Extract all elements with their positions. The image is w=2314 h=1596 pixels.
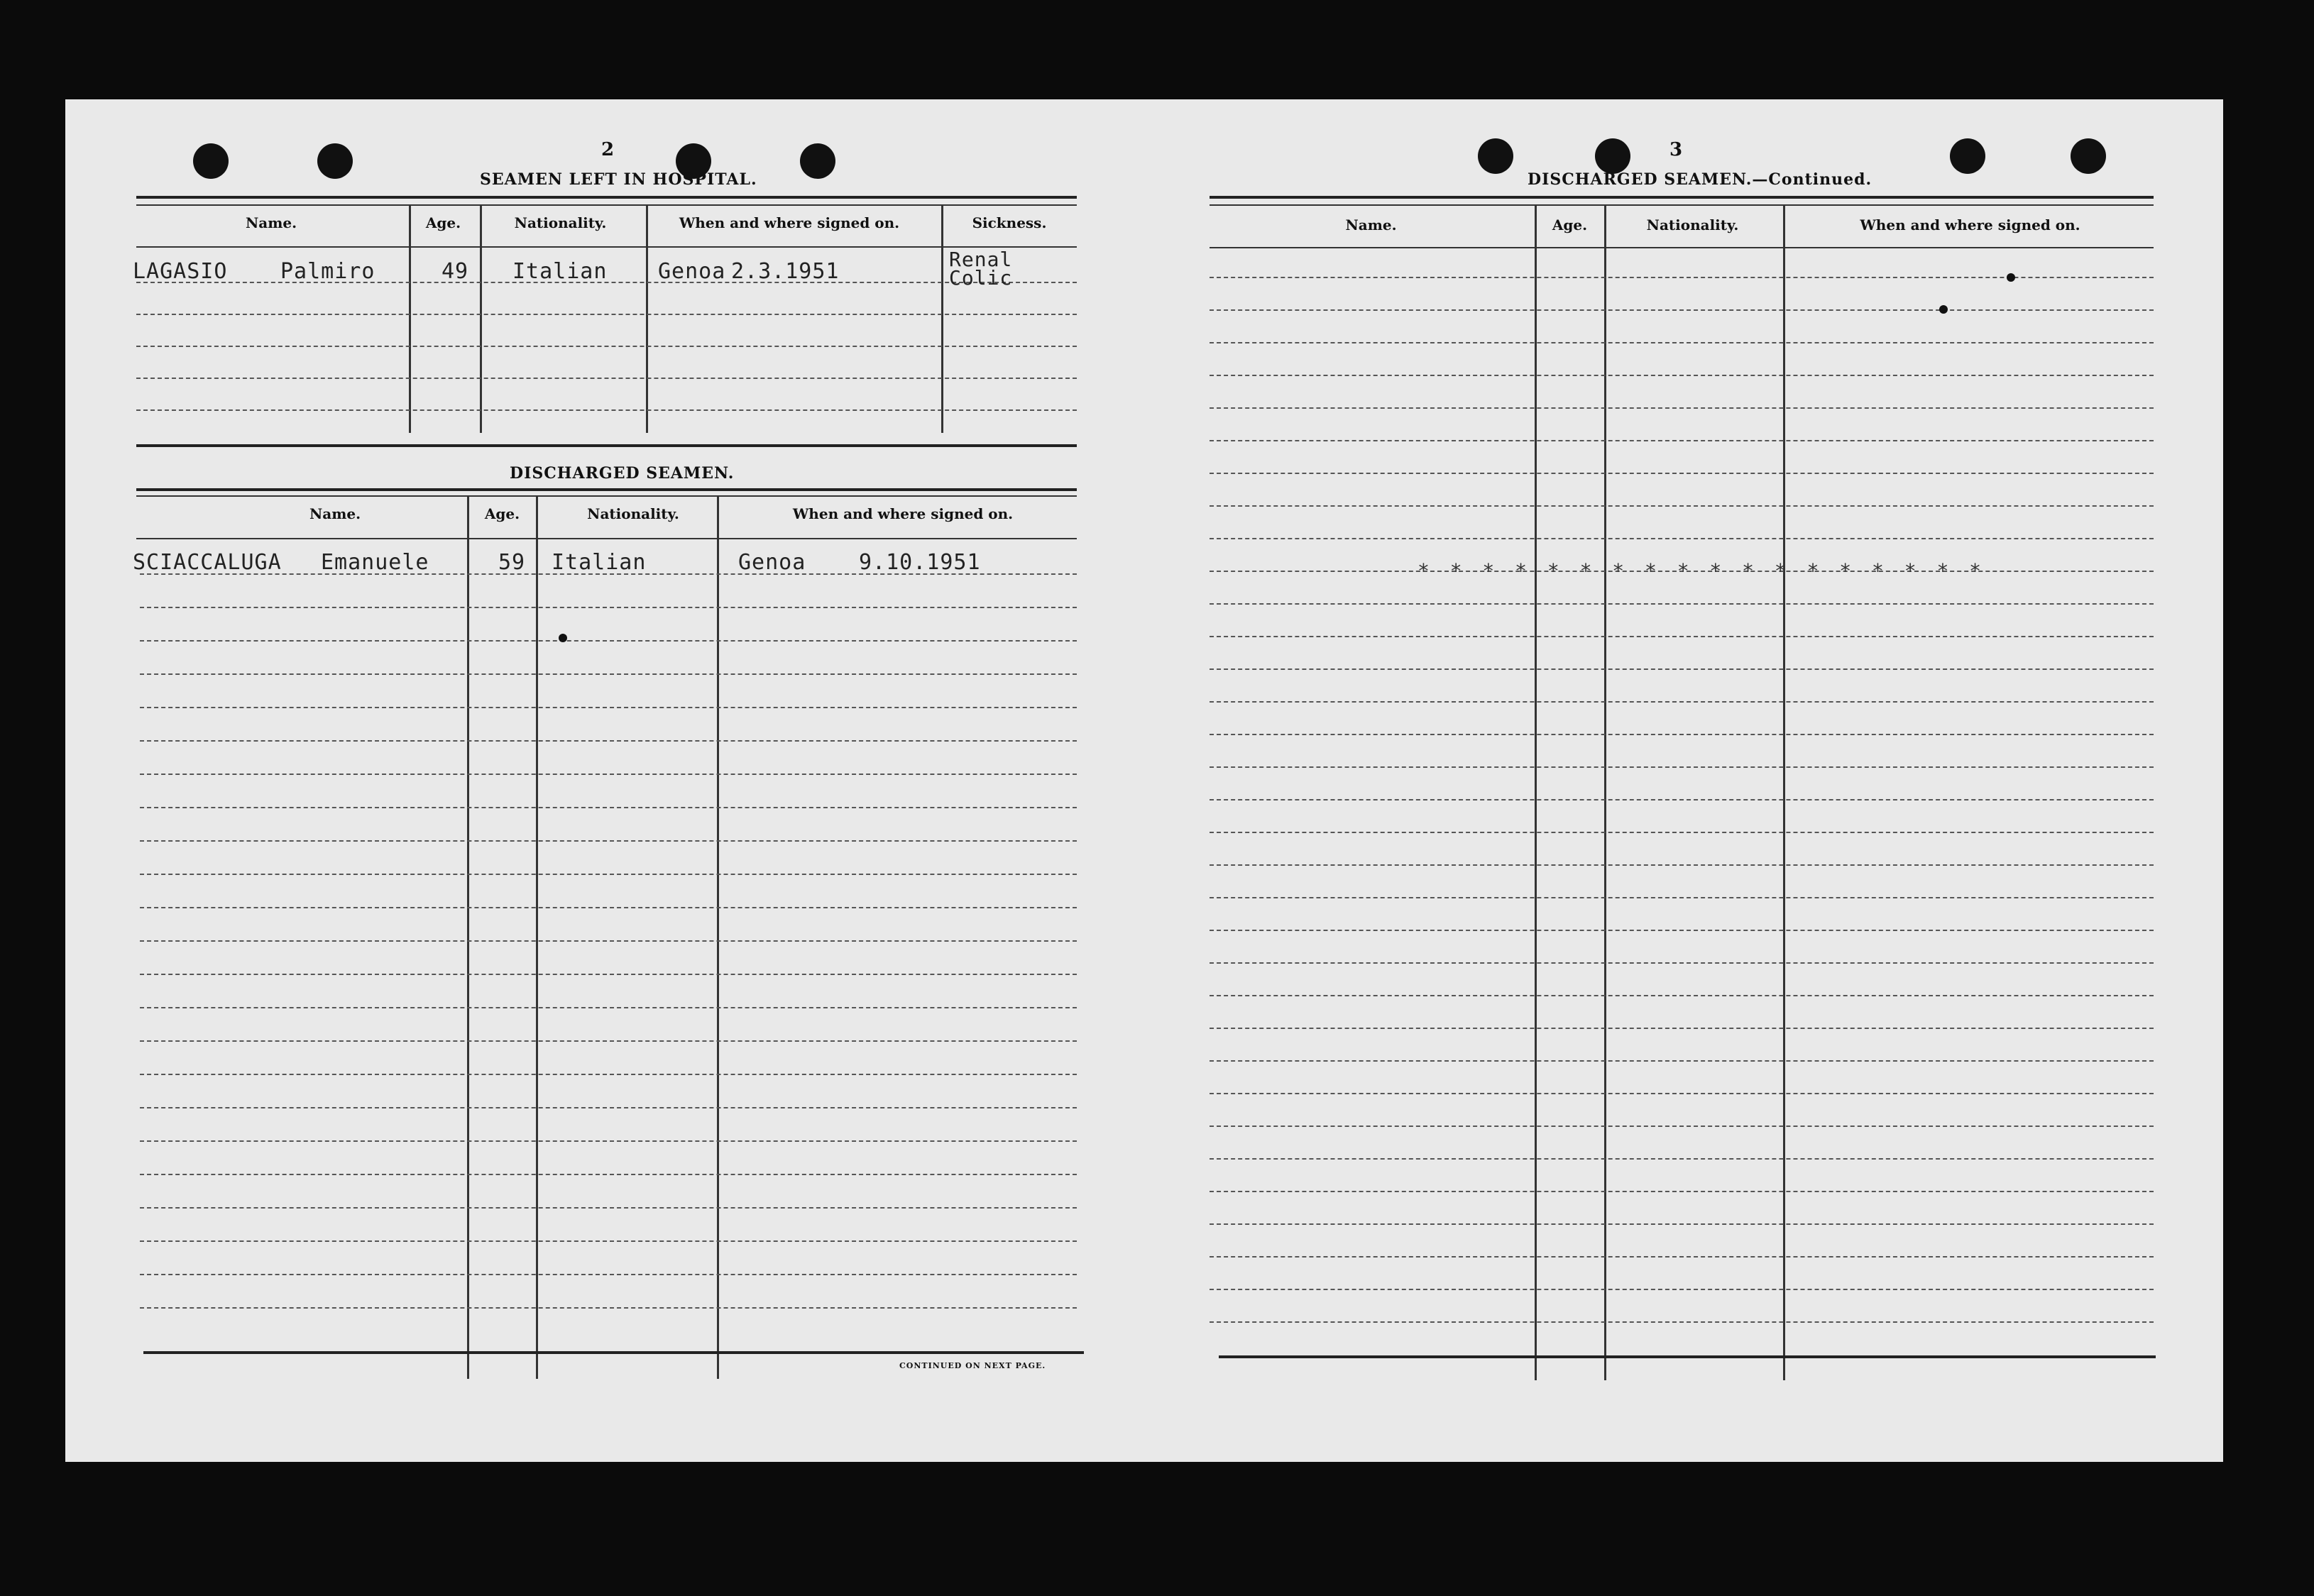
section-title-hospital: SEAMEN LEFT IN HOSPITAL. xyxy=(480,170,757,189)
dotted-line xyxy=(1210,1256,2154,1257)
column-header-nationality: Nationality. xyxy=(587,505,679,522)
dotted-line xyxy=(136,378,1077,379)
dotted-line xyxy=(140,673,1077,675)
rule xyxy=(1210,247,2154,248)
column-header-signed-on: When and where signed on. xyxy=(792,505,1014,522)
rule xyxy=(143,1351,1084,1354)
column-header-signed-on: When and where signed on. xyxy=(1860,216,2080,233)
punch-hole xyxy=(1478,138,1513,174)
dotted-line xyxy=(1210,603,2154,605)
dotted-line xyxy=(1210,440,2154,441)
sickness-line-1: Renal xyxy=(949,248,1013,271)
column-header-signed-on: When and where signed on. xyxy=(679,214,900,231)
dotted-line xyxy=(1210,1060,2154,1062)
dotted-line xyxy=(1210,930,2154,931)
dotted-line xyxy=(1210,1289,2154,1290)
dotted-line xyxy=(140,1240,1077,1242)
seaman-age: 49 xyxy=(442,259,469,284)
column-header-nationality: Nationality. xyxy=(1646,216,1739,233)
manifest-sheet xyxy=(65,99,2223,1462)
dotted-line xyxy=(140,1107,1077,1108)
dotted-line xyxy=(140,740,1077,742)
dotted-line xyxy=(1210,505,2154,507)
dotted-line xyxy=(140,707,1077,708)
dotted-line xyxy=(140,974,1077,975)
dotted-line xyxy=(140,1307,1077,1309)
dotted-line xyxy=(1210,1126,2154,1127)
dotted-line xyxy=(1210,1191,2154,1192)
dotted-line xyxy=(140,774,1077,775)
dotted-line xyxy=(1210,668,2154,670)
dotted-line xyxy=(140,1274,1077,1275)
ink-mark xyxy=(559,634,567,642)
seaman-given-name: Emanuele xyxy=(321,550,429,575)
dotted-line xyxy=(1210,799,2154,800)
continued-note: CONTINUED ON NEXT PAGE. xyxy=(899,1361,1046,1370)
dotted-line xyxy=(140,940,1077,942)
signed-on-port: Genoa xyxy=(658,259,726,284)
dotted-line xyxy=(136,346,1077,347)
punch-hole xyxy=(1595,138,1630,174)
column-divider xyxy=(646,206,648,433)
column-divider xyxy=(717,497,719,1379)
dotted-line xyxy=(1210,832,2154,833)
dotted-line xyxy=(140,1040,1077,1042)
dotted-line xyxy=(140,607,1077,608)
column-header-name: Name. xyxy=(1345,216,1397,233)
column-divider xyxy=(1604,206,1606,1380)
column-header-name: Name. xyxy=(309,505,361,522)
dotted-line xyxy=(1210,897,2154,898)
rule xyxy=(136,204,1077,206)
dotted-line xyxy=(1210,864,2154,866)
dotted-line xyxy=(1210,1321,2154,1323)
seaman-given-name: Palmiro xyxy=(280,259,375,284)
seaman-nationality: Italian xyxy=(512,259,608,284)
punch-hole xyxy=(193,143,229,179)
punch-hole xyxy=(2071,138,2106,174)
column-divider xyxy=(480,206,482,433)
dotted-line xyxy=(1210,636,2154,637)
dotted-line xyxy=(1210,1028,2154,1029)
dotted-line xyxy=(140,807,1077,808)
rule xyxy=(136,196,1077,199)
end-of-list-marks: * * * * * * * * * * * * * * * * * * xyxy=(1418,559,1986,583)
rule xyxy=(1210,204,2154,206)
column-header-nationality: Nationality. xyxy=(514,214,607,231)
seaman-surname: SCIACCALUGA xyxy=(133,550,282,575)
seaman-age: 59 xyxy=(498,550,526,575)
dotted-line xyxy=(140,874,1077,875)
column-header-age: Age. xyxy=(1552,216,1588,233)
dotted-line xyxy=(140,1007,1077,1008)
dotted-line xyxy=(136,314,1077,315)
ink-mark xyxy=(2007,273,2015,282)
column-divider xyxy=(467,497,469,1379)
column-divider xyxy=(941,206,943,433)
dotted-line xyxy=(140,1074,1077,1075)
column-divider xyxy=(536,497,538,1379)
dotted-line xyxy=(140,1140,1077,1142)
dotted-line xyxy=(1210,1223,2154,1225)
ink-mark xyxy=(1939,305,1948,314)
sickness-line-2: Colic xyxy=(949,266,1013,290)
dotted-line xyxy=(140,840,1077,842)
punch-hole xyxy=(800,143,835,179)
dotted-line xyxy=(1210,701,2154,703)
column-divider xyxy=(1783,206,1785,1380)
page-number-right: 3 xyxy=(1669,139,1683,160)
signed-on-date: 2.3.1951 xyxy=(731,259,840,284)
dotted-line xyxy=(136,409,1077,411)
dotted-line xyxy=(140,907,1077,908)
dotted-line xyxy=(1210,538,2154,539)
dotted-line xyxy=(1210,375,2154,376)
dotted-line xyxy=(1210,962,2154,964)
seaman-nationality: Italian xyxy=(552,550,647,575)
rule xyxy=(136,246,1077,248)
column-header-name: Name. xyxy=(245,214,297,231)
dotted-line xyxy=(1210,1093,2154,1094)
section-title-discharged-continued: DISCHARGED SEAMEN.—Continued. xyxy=(1528,170,1872,189)
dotted-line xyxy=(1210,309,2154,311)
dotted-line xyxy=(1210,473,2154,474)
rule xyxy=(136,444,1077,447)
signed-on-port: Genoa xyxy=(738,550,806,575)
dotted-line xyxy=(1210,342,2154,343)
dotted-line xyxy=(1210,734,2154,735)
section-title-discharged: DISCHARGED SEAMEN. xyxy=(510,464,735,483)
column-header-age: Age. xyxy=(425,214,461,231)
rule xyxy=(1210,196,2154,199)
rule xyxy=(1219,1355,2156,1358)
punch-hole xyxy=(317,143,353,179)
dotted-line xyxy=(1210,766,2154,768)
punch-hole xyxy=(1950,138,1985,174)
rule xyxy=(136,538,1077,539)
column-header-age: Age. xyxy=(484,505,520,522)
dotted-line xyxy=(140,1207,1077,1209)
dotted-line xyxy=(1210,995,2154,996)
dotted-line xyxy=(140,640,1077,642)
page-number-left: 2 xyxy=(601,139,615,160)
signed-on-date: 9.10.1951 xyxy=(859,550,981,575)
dotted-line xyxy=(1210,1158,2154,1160)
seaman-surname: LAGASIO xyxy=(133,259,228,284)
column-header-sickness: Sickness. xyxy=(972,214,1047,231)
column-divider xyxy=(409,206,411,433)
dotted-line xyxy=(140,1174,1077,1175)
column-divider xyxy=(1535,206,1537,1380)
rule xyxy=(136,495,1077,497)
dotted-line xyxy=(1210,407,2154,409)
rule xyxy=(136,488,1077,491)
